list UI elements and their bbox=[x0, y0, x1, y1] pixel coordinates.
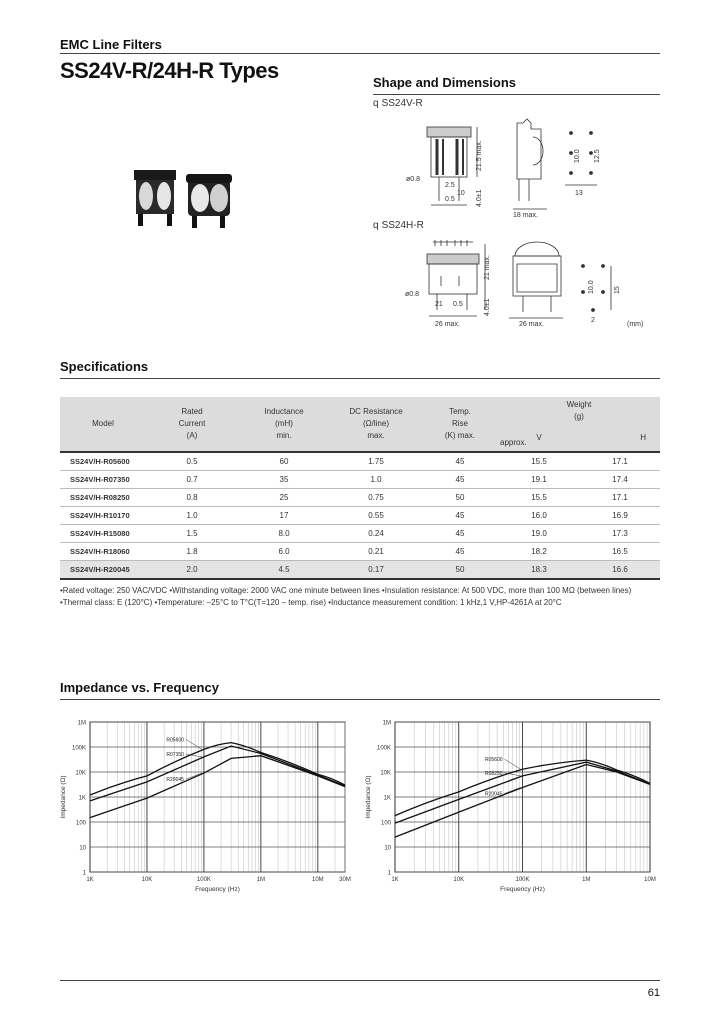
dim-h-lead: 4.0±1 bbox=[484, 298, 491, 316]
series-label-r20045: R20045 bbox=[166, 777, 184, 784]
y-tick-label: 100 bbox=[380, 820, 391, 827]
col-header-weight-v: V bbox=[498, 425, 580, 452]
y-tick-label: 1K bbox=[383, 795, 391, 802]
x-tick-label: 10M bbox=[644, 877, 656, 883]
dim-h-hole-c: 2 bbox=[591, 317, 595, 324]
y-tick-label: 100K bbox=[71, 745, 86, 752]
category-label: EMC Line Filters bbox=[60, 37, 162, 52]
cell-inductance: 35 bbox=[238, 471, 330, 489]
cell-rise: 45 bbox=[422, 525, 498, 543]
cell-rise: 45 bbox=[422, 471, 498, 489]
x-tick-label: 100K bbox=[515, 877, 530, 883]
note-line-1: •Rated voltage: 250 VAC/VDC •Withstanding voltage: 2000 VAC one minute between lines •Insulation resistance: At 500 VDC, more than 100 MΩ (between lines) bbox=[60, 586, 632, 595]
dim-v-wire: ø0.8 bbox=[406, 176, 421, 183]
y-tick-label: 1K bbox=[78, 795, 86, 802]
x-axis-label: Frequency (Hz) bbox=[500, 886, 545, 893]
cell-wh: 17.4 bbox=[580, 471, 660, 489]
cell-current: 0.5 bbox=[146, 452, 238, 471]
y-tick-label: 100K bbox=[376, 745, 391, 752]
note-line-2: •Thermal class: E (120°C) •Temperature: –25°C to T°C(T=120 – temp. rise) •Inductance measurement condition: 1 kHz,1 V,HP-4261A at 20°C bbox=[60, 598, 562, 607]
impedance-chart-right bbox=[360, 712, 660, 897]
dimension-drawing-v bbox=[405, 115, 635, 219]
series-label-r05600: R05600 bbox=[484, 757, 503, 764]
dim-v-width: 18 max. bbox=[513, 212, 538, 219]
specifications-table bbox=[60, 397, 660, 580]
x-tick-label: 1M bbox=[582, 877, 591, 883]
table-row bbox=[60, 543, 660, 561]
cell-model: SS24V/H-R10170 bbox=[60, 507, 146, 525]
cell-wv: 15.5 bbox=[498, 489, 580, 507]
series-label-r20045: R20045 bbox=[484, 791, 503, 798]
cell-wv: 16.0 bbox=[498, 507, 580, 525]
cell-inductance: 60 bbox=[238, 452, 330, 471]
series-label-r08250: R08250 bbox=[484, 770, 503, 777]
cell-inductance: 4.5 bbox=[238, 561, 330, 580]
table-row bbox=[60, 489, 660, 507]
impedance-rule bbox=[60, 699, 660, 700]
cell-dcr: 0.21 bbox=[330, 543, 422, 561]
cell-inductance: 8.0 bbox=[238, 525, 330, 543]
series-line-r20045 bbox=[90, 756, 345, 818]
cell-inductance: 17 bbox=[238, 507, 330, 525]
cell-wh: 17.3 bbox=[580, 525, 660, 543]
cell-wh: 17.1 bbox=[580, 452, 660, 471]
cell-rise: 50 bbox=[422, 561, 498, 580]
coil-left bbox=[134, 170, 176, 226]
x-tick-label: 10M bbox=[311, 877, 324, 883]
dim-h-wire: ø0.8 bbox=[405, 291, 420, 298]
dim-v-hole-b: 12.5 bbox=[594, 149, 601, 163]
table-row bbox=[60, 452, 660, 471]
cell-dcr: 0.24 bbox=[330, 525, 422, 543]
cell-current: 1.0 bbox=[146, 507, 238, 525]
y-tick-label: 10K bbox=[380, 770, 391, 777]
x-tick-label: 10K bbox=[141, 877, 153, 883]
cell-rise: 45 bbox=[422, 452, 498, 471]
cell-inductance: 25 bbox=[238, 489, 330, 507]
impedance-chart-left bbox=[55, 712, 355, 897]
cell-model: SS24V/H-R20045 bbox=[60, 561, 146, 580]
y-tick-label: 1 bbox=[82, 870, 86, 877]
dim-v-lead: 4.0±1 bbox=[476, 189, 483, 207]
col-header-model: Model bbox=[60, 397, 146, 452]
page-number: 61 bbox=[647, 987, 660, 999]
bullet: q bbox=[373, 98, 379, 109]
col-header-weight-h: H bbox=[580, 425, 660, 452]
cell-model: SS24V/H-R08250 bbox=[60, 489, 146, 507]
cell-dcr: 0.75 bbox=[330, 489, 422, 507]
y-tick-label: 10 bbox=[384, 845, 391, 852]
cell-wv: 19.0 bbox=[498, 525, 580, 543]
cell-wh: 16.6 bbox=[580, 561, 660, 580]
series-line-r05600 bbox=[90, 743, 345, 795]
dim-h-height: 21 max. bbox=[484, 255, 491, 280]
unit-label: (mm) bbox=[627, 321, 644, 328]
x-tick-label: 1K bbox=[391, 877, 399, 883]
coil-right bbox=[186, 174, 232, 228]
page-title: SS24V-R/24H-R Types bbox=[60, 58, 279, 83]
dim-h-hole-b: 15 bbox=[614, 286, 621, 294]
cell-inductance: 6.0 bbox=[238, 543, 330, 561]
y-tick-label: 10 bbox=[79, 845, 86, 852]
series-leader bbox=[186, 739, 202, 749]
cell-dcr: 1.75 bbox=[330, 452, 422, 471]
cell-wh: 17.1 bbox=[580, 489, 660, 507]
cell-model: SS24V/H-R05600 bbox=[60, 452, 146, 471]
dim-h-gap: 0.5 bbox=[453, 301, 463, 308]
footer-rule bbox=[60, 980, 660, 981]
variant-v-name: SS24V-R bbox=[381, 98, 423, 109]
cell-current: 0.8 bbox=[146, 489, 238, 507]
col-header-current: Rated Current (A) bbox=[146, 397, 238, 452]
col-header-inductance: Inductance (mH) min. bbox=[238, 397, 330, 452]
specifications-heading: Specifications bbox=[60, 359, 149, 374]
dim-v-pitch: 2.5 bbox=[445, 182, 455, 189]
cell-rise: 50 bbox=[422, 489, 498, 507]
variant-h-name: SS24H-R bbox=[381, 220, 424, 231]
x-tick-label: 1K bbox=[86, 877, 94, 883]
x-tick-label: 10K bbox=[453, 877, 465, 883]
table-row bbox=[60, 507, 660, 525]
cell-rise: 45 bbox=[422, 543, 498, 561]
product-photo bbox=[120, 150, 255, 240]
variant-h-label bbox=[373, 220, 424, 231]
table-row bbox=[60, 471, 660, 489]
dimension-drawing-h bbox=[405, 236, 660, 332]
cell-current: 1.8 bbox=[146, 543, 238, 561]
y-tick-label: 10K bbox=[75, 770, 86, 777]
col-header-temp-rise: Temp. Rise (K) max. bbox=[422, 397, 498, 452]
x-axis-label: Frequency (Hz) bbox=[195, 886, 240, 893]
cell-wv: 18.3 bbox=[498, 561, 580, 580]
y-axis-label: Impedance (Ω) bbox=[60, 775, 67, 819]
series-line-r07350 bbox=[90, 746, 345, 801]
dim-v-height: 21.5 max. bbox=[476, 140, 483, 171]
x-tick-label: 1M bbox=[256, 877, 266, 883]
cell-model: SS24V/H-R07350 bbox=[60, 471, 146, 489]
cell-current: 0.7 bbox=[146, 471, 238, 489]
series-label-r05600: R05600 bbox=[166, 737, 184, 744]
cell-current: 2.0 bbox=[146, 561, 238, 580]
cell-wv: 19.1 bbox=[498, 471, 580, 489]
y-tick-label: 1M bbox=[382, 720, 391, 727]
header-rule bbox=[60, 53, 660, 54]
shape-rule bbox=[373, 94, 660, 95]
y-tick-label: 1 bbox=[387, 870, 391, 877]
cell-model: SS24V/H-R18060 bbox=[60, 543, 146, 561]
dim-h-width: 26 max. bbox=[519, 321, 544, 328]
cell-model: SS24V/H-R15080 bbox=[60, 525, 146, 543]
cell-wv: 15.5 bbox=[498, 452, 580, 471]
cell-wh: 16.9 bbox=[580, 507, 660, 525]
cell-rise: 45 bbox=[422, 507, 498, 525]
col-header-dcr: DC Resistance (Ω/line) max. bbox=[330, 397, 422, 452]
x-tick-label: 100K bbox=[196, 877, 211, 883]
dim-v-span: 10 bbox=[457, 190, 465, 197]
cell-dcr: 1.0 bbox=[330, 471, 422, 489]
dim-h-hole-a: 10.0 bbox=[588, 280, 595, 294]
cell-dcr: 0.17 bbox=[330, 561, 422, 580]
y-tick-label: 100 bbox=[75, 820, 86, 827]
series-leader bbox=[186, 773, 202, 779]
variant-v-label bbox=[373, 98, 423, 109]
shape-dimensions-heading: Shape and Dimensions bbox=[373, 75, 517, 90]
series-label-r07350: R07350 bbox=[166, 751, 184, 758]
y-tick-label: 1M bbox=[77, 720, 86, 727]
cell-current: 1.5 bbox=[146, 525, 238, 543]
dim-v-gap: 0.5 bbox=[445, 196, 455, 203]
cell-wh: 16.5 bbox=[580, 543, 660, 561]
cell-wv: 18.2 bbox=[498, 543, 580, 561]
dim-v-hole-a: 10.0 bbox=[574, 149, 581, 163]
bullet: q bbox=[373, 220, 379, 231]
col-header-weight: Weight (g) bbox=[498, 397, 660, 425]
dim-v-hole-c: 13 bbox=[575, 190, 583, 197]
dim-h-pitch: 21 bbox=[435, 301, 443, 308]
cell-dcr: 0.55 bbox=[330, 507, 422, 525]
y-axis-label: Impedance (Ω) bbox=[365, 775, 372, 819]
table-row bbox=[60, 525, 660, 543]
table-row bbox=[60, 561, 660, 580]
specifications-rule bbox=[60, 378, 660, 379]
x-tick-label: 30M bbox=[339, 877, 351, 883]
dim-h-length: 26 max. bbox=[435, 321, 460, 328]
weight-approx-label: approx. bbox=[500, 438, 527, 447]
impedance-heading: Impedance vs. Frequency bbox=[60, 680, 219, 695]
